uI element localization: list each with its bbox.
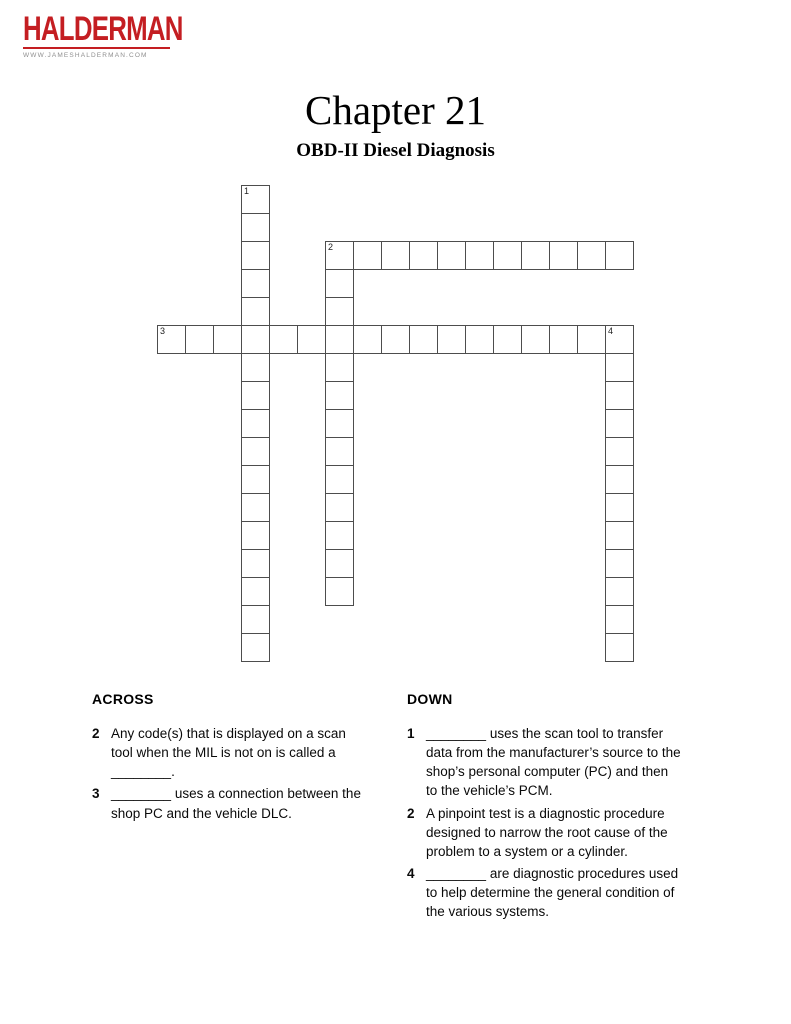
grid-cell	[241, 381, 270, 410]
grid-cell	[605, 437, 634, 466]
clue-across-3	[92, 784, 370, 822]
grid-cell-number: 3	[160, 326, 166, 336]
grid-cell	[241, 297, 270, 326]
grid-cell	[325, 353, 354, 382]
grid-cell	[381, 325, 410, 354]
grid-cell	[241, 549, 270, 578]
clue-across-2	[92, 724, 370, 781]
grid-cell	[241, 353, 270, 382]
page-subtitle: OBD-II Diesel Diagnosis	[296, 140, 495, 161]
grid-cell	[465, 241, 494, 270]
grid-cell	[241, 409, 270, 438]
across-heading: ACROSS	[92, 691, 154, 707]
clue-text: ________ uses a connection between the shop PC and the vehicle DLC.	[111, 786, 361, 821]
grid-cell	[325, 465, 354, 494]
grid-cell	[213, 325, 242, 354]
clue-number: 2	[407, 805, 415, 821]
grid-cell	[409, 325, 438, 354]
grid-cell	[577, 325, 606, 354]
grid-cell	[605, 325, 634, 354]
grid-cell	[521, 325, 550, 354]
grid-cell	[605, 493, 634, 522]
grid-cell	[493, 241, 522, 270]
grid-cell	[185, 325, 214, 354]
grid-cell	[605, 577, 634, 606]
grid-cell	[605, 465, 634, 494]
grid-cell	[605, 353, 634, 382]
grid-cell	[605, 521, 634, 550]
grid-cell	[241, 465, 270, 494]
grid-cell-number: 2	[328, 242, 334, 252]
grid-cell	[437, 325, 466, 354]
grid-cell	[325, 409, 354, 438]
grid-cell	[297, 325, 326, 354]
grid-cell	[549, 325, 578, 354]
grid-cell	[325, 325, 354, 354]
grid-cell	[465, 325, 494, 354]
grid-cell	[241, 493, 270, 522]
grid-cell	[241, 521, 270, 550]
grid-cell	[605, 381, 634, 410]
clue-down-4	[407, 864, 683, 921]
clue-text: Any code(s) that is displayed on a scan tool when the MIL is not on is called a ________.	[111, 726, 346, 780]
logo-website-url: WWW.JAMESHALDERMAN.COM	[23, 52, 148, 60]
grid-cell	[605, 633, 634, 662]
grid-cell	[241, 633, 270, 662]
clue-number: 2	[92, 726, 100, 741]
down-clues-section	[407, 691, 683, 925]
grid-cell	[241, 241, 270, 270]
clue-down-1	[407, 724, 683, 801]
grid-cell	[241, 269, 270, 298]
clue-text: A pinpoint test is a diagnostic procedure designed to narrow the root cause of the problem to a system or a cylinder.	[426, 805, 668, 859]
grid-cell	[437, 241, 466, 270]
grid-cell	[521, 241, 550, 270]
clue-text: ________ are diagnostic procedures used to help determine the general condition of the various systems.	[426, 866, 679, 920]
grid-cell	[325, 437, 354, 466]
grid-cell	[325, 241, 354, 270]
grid-cell	[269, 325, 298, 354]
grid-cell	[241, 325, 270, 354]
grid-cell	[605, 549, 634, 578]
grid-cell	[325, 549, 354, 578]
grid-cell	[353, 325, 382, 354]
grid-cell	[241, 185, 270, 214]
grid-cell	[241, 605, 270, 634]
grid-cell	[353, 241, 382, 270]
clue-number: 1	[407, 726, 415, 741]
grid-cell	[157, 325, 186, 354]
grid-cell-number: 4	[608, 326, 614, 336]
logo-brand-text: HALDERMAN	[23, 10, 183, 48]
grid-cell	[549, 241, 578, 270]
clue-number: 3	[92, 786, 100, 802]
grid-cell	[325, 577, 354, 606]
crossword-grid	[157, 185, 635, 663]
clue-number: 4	[407, 866, 415, 882]
grid-cell	[409, 241, 438, 270]
grid-cell	[325, 381, 354, 410]
halderman-logo	[23, 10, 183, 60]
grid-cell	[325, 493, 354, 522]
grid-cell	[241, 437, 270, 466]
grid-cell	[605, 409, 634, 438]
down-heading: DOWN	[407, 691, 453, 707]
grid-cell	[605, 241, 634, 270]
clue-down-2	[407, 804, 683, 861]
grid-cell	[241, 213, 270, 242]
across-clues-section	[92, 691, 370, 826]
grid-cell	[493, 325, 522, 354]
grid-cell	[381, 241, 410, 270]
grid-cell	[605, 605, 634, 634]
page-title: Chapter 21	[304, 87, 487, 133]
grid-cell	[325, 521, 354, 550]
grid-cell	[577, 241, 606, 270]
grid-cell	[325, 297, 354, 326]
grid-cell-number: 1	[244, 186, 250, 196]
clue-text: ________ uses the scan tool to transfer data from the manufacturer’s source to the shop’s personal computer (PC) and then to the vehicle’s PCM.	[426, 726, 681, 799]
grid-cell	[325, 269, 354, 298]
grid-cell	[241, 577, 270, 606]
